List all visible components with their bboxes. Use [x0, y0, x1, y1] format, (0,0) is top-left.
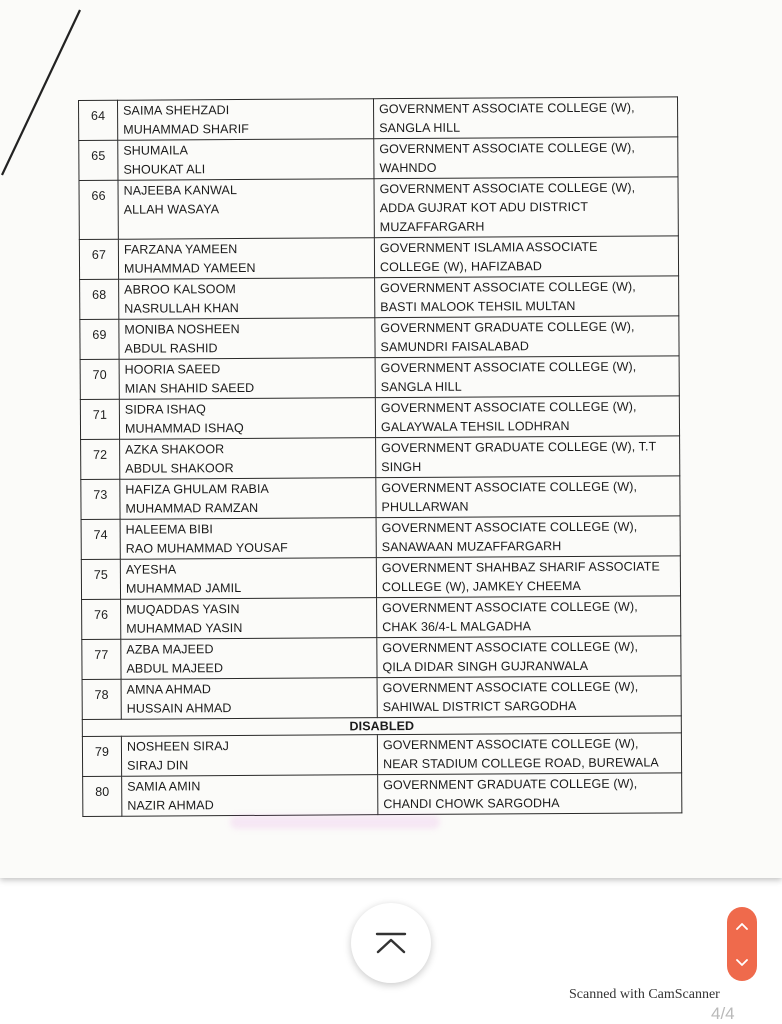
father-name: HUSSAIN AHMAD — [126, 701, 232, 716]
college-cell — [375, 276, 679, 318]
serial-number-cell: 72 — [81, 439, 120, 479]
name-cell — [119, 278, 375, 320]
name-cell — [119, 358, 375, 400]
name-cell — [118, 139, 374, 181]
serial-number-cell: 67 — [79, 239, 118, 279]
candidate-rows — [79, 97, 682, 817]
father-name: ABDUL MAJEED — [126, 661, 224, 676]
serial-number-cell: 64 — [79, 100, 118, 140]
father-name: SIRAJ DIN — [127, 758, 189, 773]
name-cell — [120, 558, 376, 600]
college-cell — [377, 636, 681, 678]
table-row — [80, 316, 679, 360]
table-row — [82, 733, 681, 777]
college-line: GOVERNMENT ASSOCIATE COLLEGE (W), — [382, 599, 638, 616]
father-name: MUHAMMAD RAMZAN — [125, 500, 259, 516]
table-row — [82, 676, 681, 720]
college-cell — [373, 97, 677, 139]
candidate-name: SIDRA ISHAQ — [124, 402, 206, 417]
father-name: RAO MUHAMMAD YOUSAF — [125, 540, 288, 556]
table-row — [79, 97, 678, 141]
chevron-down-icon — [736, 959, 748, 967]
candidate-name: AZKA SHAKOOR — [125, 442, 225, 457]
college-cell — [374, 177, 678, 238]
serial-number-cell: 65 — [79, 140, 118, 180]
college-cell — [378, 773, 682, 815]
section-heading: DISABLED — [82, 716, 681, 737]
college-line: GOVERNMENT ASSOCIATE COLLEGE (W), — [380, 359, 637, 376]
college-line: GALAYWALA TEHSIL LODHRAN — [380, 419, 570, 435]
college-cell — [375, 316, 679, 358]
college-cell — [377, 676, 681, 718]
serial-number-cell: 77 — [82, 639, 121, 679]
serial-number-cell: 66 — [79, 180, 118, 239]
page-navigator — [727, 907, 757, 981]
college-line: GOVERNMENT ASSOCIATE COLLEGE (W), — [382, 639, 639, 656]
college-line: SINGH — [381, 459, 422, 475]
next-page-button[interactable] — [727, 948, 757, 978]
table-row — [81, 476, 680, 520]
candidate-name: NOSHEEN SIRAJ — [126, 739, 230, 754]
name-cell — [121, 598, 377, 640]
college-line: GOVERNMENT ASSOCIATE COLLEGE (W), — [379, 140, 636, 157]
candidate-name: HAFIZA GHULAM RABIA — [125, 481, 270, 497]
college-line: CHAK 36/4-L MALGADHA — [382, 619, 532, 635]
candidate-name: SAMIA AMIN — [127, 779, 201, 794]
candidate-table — [78, 96, 682, 817]
college-line: GOVERNMENT ASSOCIATE COLLEGE (W), — [380, 399, 637, 416]
college-cell — [374, 137, 678, 179]
name-cell — [120, 518, 376, 560]
serial-number-cell: 71 — [80, 399, 119, 439]
serial-number-cell: 74 — [81, 519, 120, 559]
college-line: GOVERNMENT GRADUATE COLLEGE (W), T.T — [381, 439, 657, 456]
serial-number-cell: 68 — [80, 279, 119, 319]
candidate-name: SHUMAILA — [123, 143, 189, 158]
father-name: SHOUKAT ALI — [123, 162, 206, 177]
college-cell — [376, 516, 680, 558]
name-cell — [118, 99, 374, 141]
table-row — [79, 137, 678, 181]
table-row — [81, 556, 680, 600]
college-line: COLLEGE (W), HAFIZABAD — [379, 259, 543, 275]
name-cell — [118, 238, 374, 280]
college-line: MUZAFFARGARH — [379, 219, 485, 235]
college-line: GOVERNMENT ASSOCIATE COLLEGE (W), — [379, 100, 635, 117]
father-name: MUHAMMAD YASIN — [126, 621, 243, 636]
serial-number-cell: 70 — [80, 359, 119, 399]
table-row — [79, 177, 678, 240]
college-line: SAMUNDRI FAISALABAD — [380, 339, 530, 355]
candidate-name: FARZANA YAMEEN — [123, 242, 238, 257]
college-line: SANAWAAN MUZAFFARGARH — [381, 539, 562, 555]
college-line: GOVERNMENT ASSOCIATE COLLEGE (W), — [382, 679, 639, 696]
college-line: CHANDI CHOWK SARGODHA — [383, 796, 560, 812]
college-line: QILA DIDAR SINGH GUJRANWALA — [382, 658, 589, 675]
college-line: BASTI MALOOK TEHSIL MULTAN — [380, 298, 576, 315]
college-line: COLLEGE (W), JAMKEY CHEEMA — [381, 578, 581, 595]
college-line: PHULLARWAN — [381, 499, 469, 515]
candidate-name: NAJEEBA KANWAL — [123, 183, 238, 198]
table-row — [80, 276, 679, 320]
table-row — [80, 396, 679, 440]
table-row — [82, 636, 681, 680]
name-cell — [120, 478, 376, 520]
name-cell — [122, 775, 378, 817]
chevron-up-icon — [736, 922, 748, 930]
father-name: ABDUL SHAKOOR — [125, 461, 234, 476]
candidate-name: ABROO KALSOOM — [124, 282, 236, 297]
name-cell — [121, 638, 377, 680]
name-cell — [118, 179, 374, 240]
college-line: GOVERNMENT GRADUATE COLLEGE (W), — [383, 776, 638, 793]
name-cell — [121, 678, 377, 720]
candidate-name: MUQADDAS YASIN — [126, 602, 240, 617]
candidate-name: SAIMA SHEHZADI — [123, 103, 230, 118]
table-row — [81, 516, 680, 560]
serial-number-cell: 69 — [80, 319, 119, 359]
ink-smudge — [230, 815, 440, 829]
previous-page-button[interactable] — [727, 911, 757, 941]
college-line: GOVERNMENT ASSOCIATE COLLEGE (W), — [381, 519, 638, 536]
table-row — [83, 773, 682, 817]
college-cell — [375, 396, 679, 438]
name-cell — [120, 438, 376, 480]
table-row — [80, 356, 679, 400]
candidate-name: HALEEMA BIBI — [125, 522, 214, 537]
college-line: GOVERNMENT ASSOCIATE COLLEGE (W), — [381, 479, 638, 496]
college-line: GOVERNMENT ASSOCIATE COLLEGE (W), — [379, 180, 636, 197]
name-cell — [119, 318, 375, 360]
father-name: MIAN SHAHID SAEED — [124, 380, 255, 396]
college-line: GOVERNMENT ASSOCIATE COLLEGE (W), — [380, 279, 636, 296]
name-cell — [121, 735, 377, 777]
candidate-name: AZBA MAJEED — [126, 642, 214, 657]
college-cell — [376, 436, 680, 478]
table-row — [82, 596, 681, 640]
father-name: ALLAH WASAYA — [123, 202, 220, 217]
father-name: NAZIR AHMAD — [127, 798, 214, 813]
serial-number-cell: 73 — [81, 479, 120, 519]
father-name: MUHAMMAD SHARIF — [123, 121, 250, 137]
college-cell — [377, 733, 681, 775]
college-line: GOVERNMENT ISLAMIA ASSOCIATE — [379, 239, 598, 256]
father-name: ABDUL RASHID — [124, 341, 218, 356]
candidate-name: HOORIA SAEED — [124, 362, 221, 377]
serial-number-cell: 76 — [82, 599, 121, 639]
serial-number-cell: 78 — [82, 679, 121, 719]
table-row — [81, 436, 680, 480]
camscanner-watermark: Scanned with CamScanner — [569, 987, 720, 1002]
candidate-name: AMNA AHMAD — [126, 682, 212, 697]
serial-number-cell: 79 — [82, 736, 121, 776]
father-name: MUHAMMAD ISHAQ — [124, 420, 244, 436]
college-line: GOVERNMENT ASSOCIATE COLLEGE (W), — [382, 736, 639, 753]
college-cell — [375, 356, 679, 398]
college-line: SAHIWAL DISTRICT SARGODHA — [382, 698, 577, 715]
table-row — [79, 236, 678, 280]
college-cell — [376, 556, 680, 598]
father-name: MUHAMMAD JAMIL — [125, 581, 242, 596]
college-line: SANGLA HILL — [380, 379, 462, 395]
candidate-name: AYESHA — [125, 562, 177, 577]
father-name: NASRULLAH KHAN — [124, 301, 239, 316]
scroll-to-top-button[interactable] — [351, 903, 431, 983]
college-line: SANGLA HILL — [379, 120, 461, 136]
college-cell — [374, 236, 678, 278]
chevron-up-bar-icon — [374, 932, 408, 954]
page-indicator: 4/4 — [711, 1004, 735, 1023]
serial-number-cell: 75 — [81, 559, 120, 599]
college-line: GOVERNMENT SHAHBAZ SHARIF ASSOCIATE — [381, 559, 660, 576]
college-line: WAHNDO — [379, 160, 437, 176]
college-line: GOVERNMENT GRADUATE COLLEGE (W), — [380, 319, 635, 336]
college-cell — [377, 596, 681, 638]
serial-number-cell: 80 — [83, 776, 122, 816]
college-line: ADDA GUJRAT KOT ADU DISTRICT — [379, 199, 589, 216]
name-cell — [119, 398, 375, 440]
father-name: MUHAMMAD YAMEEN — [123, 260, 256, 276]
college-line: NEAR STADIUM COLLEGE ROAD, BUREWALA — [383, 755, 659, 772]
candidate-name: MONIBA NOSHEEN — [124, 322, 240, 337]
college-cell — [376, 476, 680, 518]
